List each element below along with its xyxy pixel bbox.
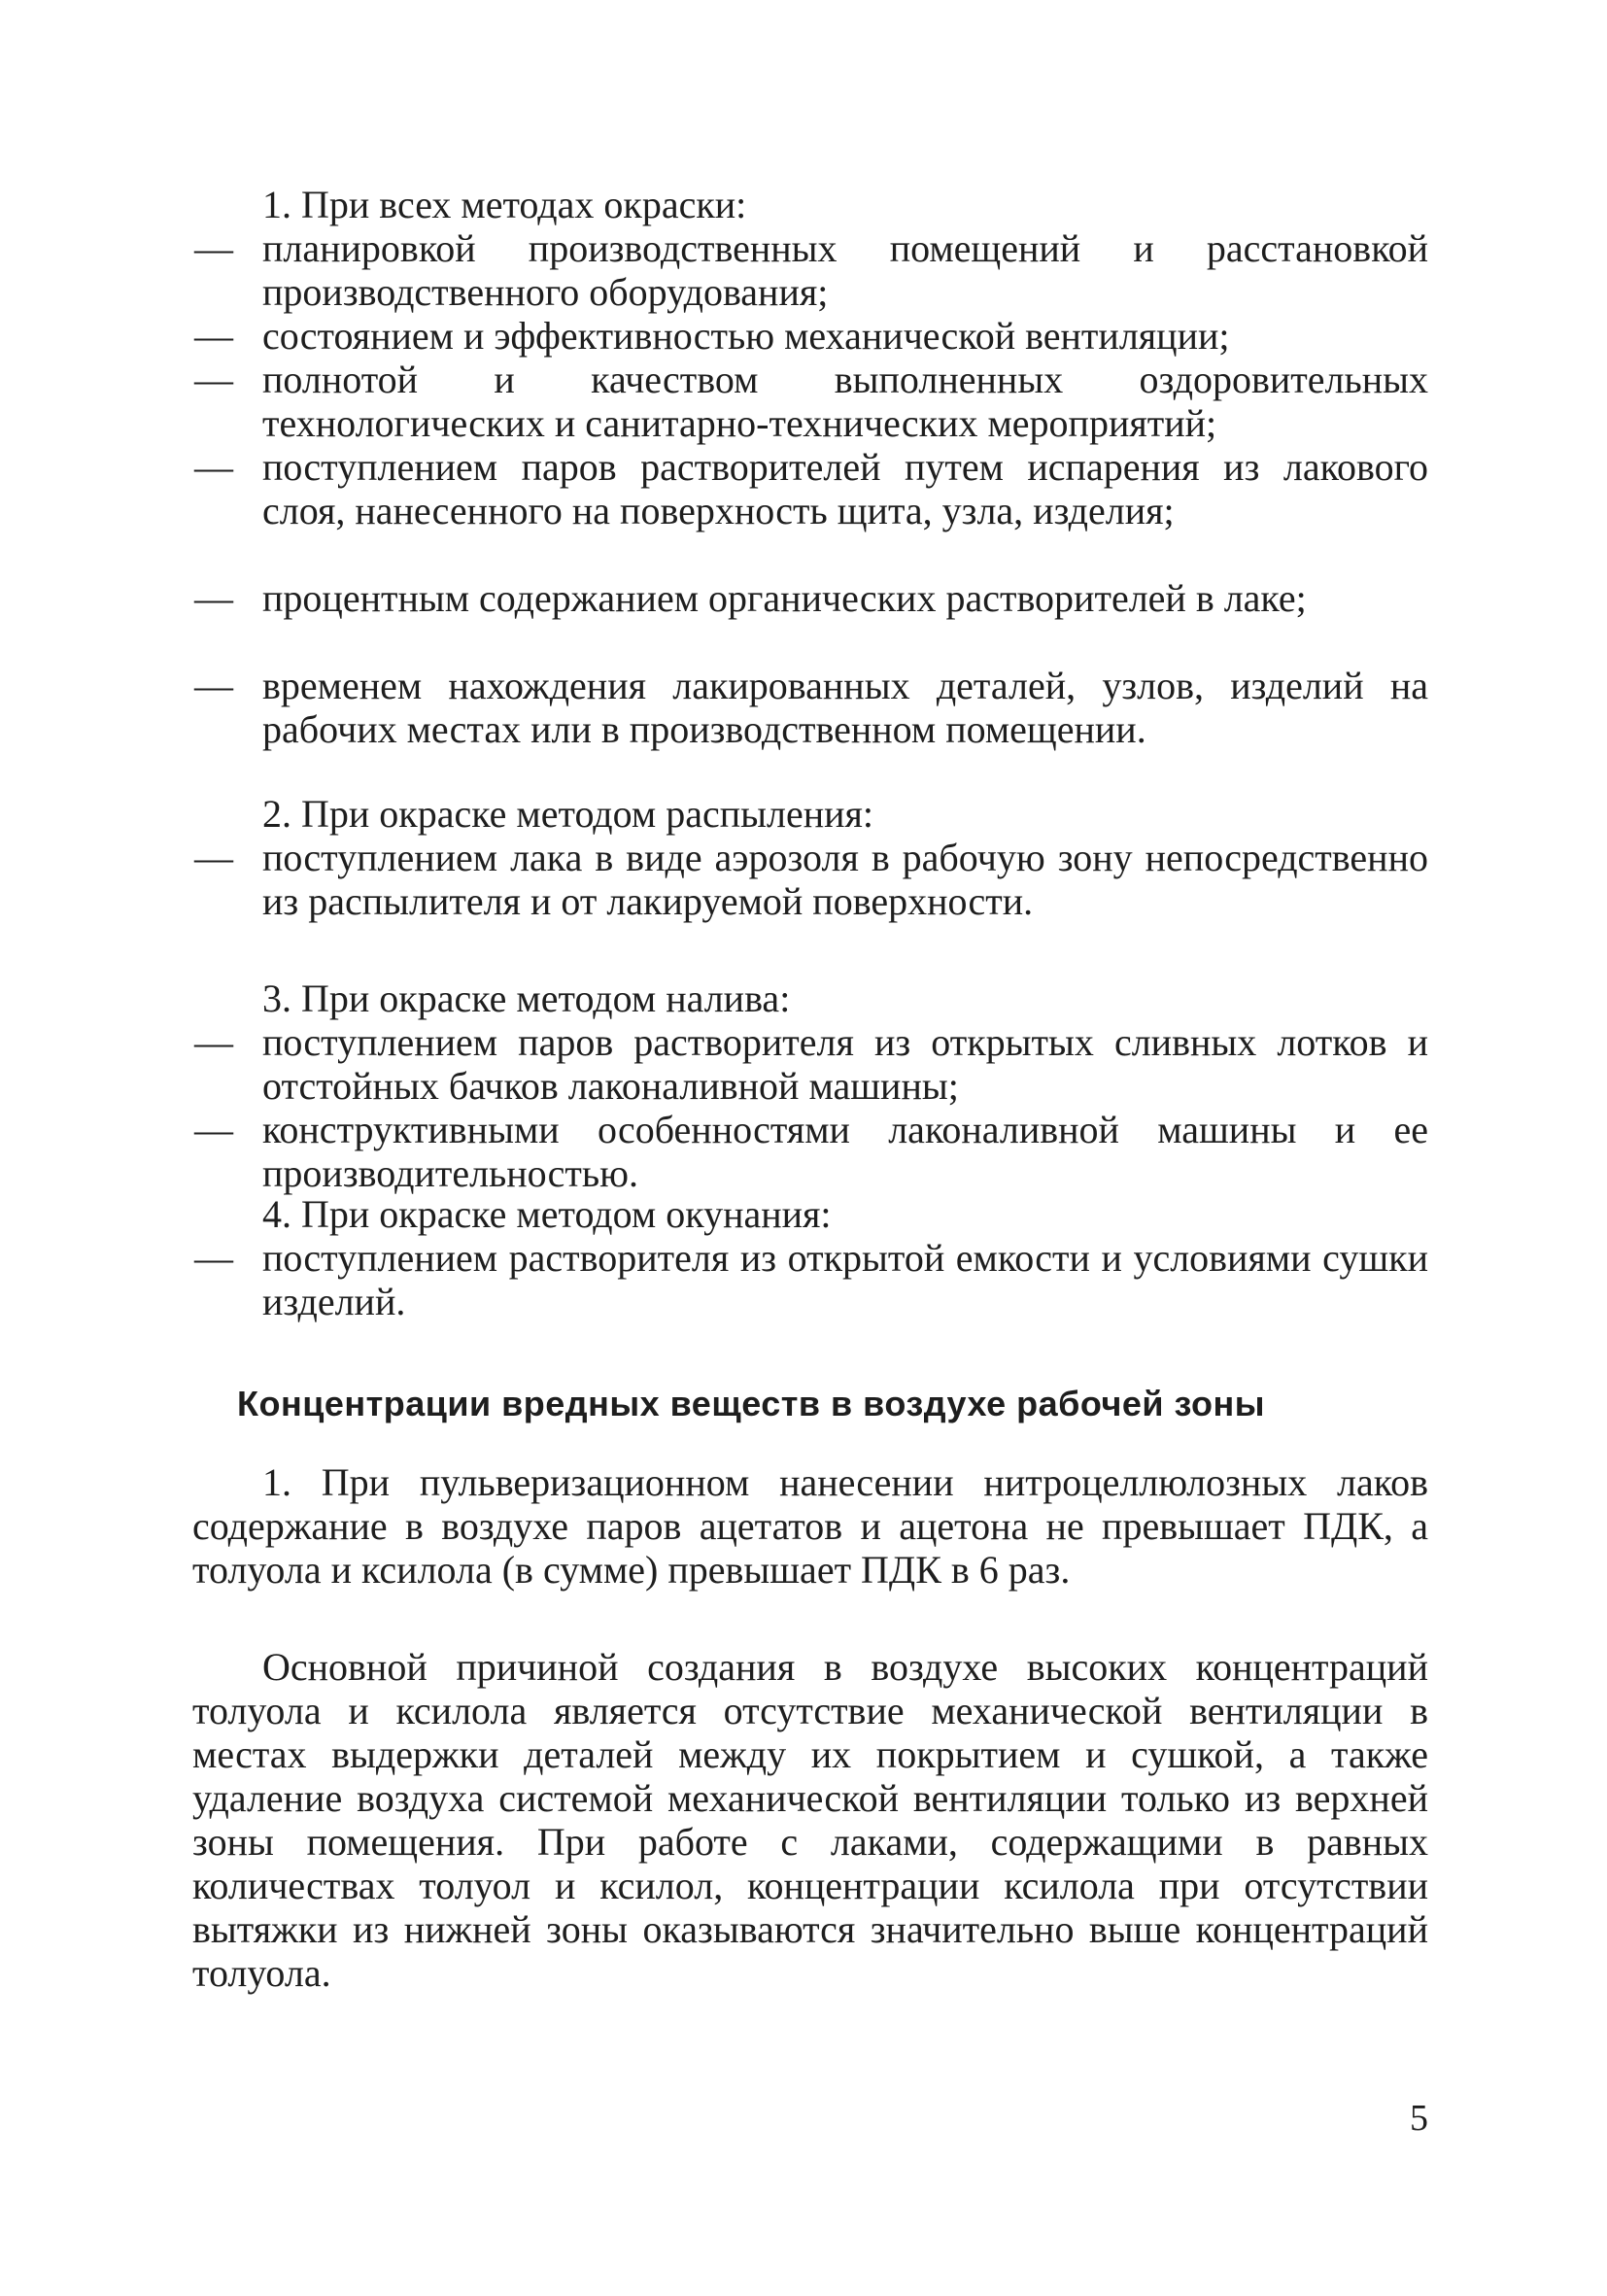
dash-marker: — — [194, 664, 233, 707]
list-item — [194, 576, 1428, 620]
list-item — [194, 358, 1428, 445]
body-paragraph-1: 1. При пульверизационном нанесении нитроцеллюлозных лаков содержание в воздухе паров ацетатов и ацетона не превышает ПДК, а толуола и ксилола (в сумме) превышает ПДК в 6 раз. — [192, 1460, 1428, 1592]
dash-marker: — — [194, 836, 233, 879]
list-item-text: планировкой производственных помещений и расстановкой производственного оборудования; — [262, 226, 1428, 314]
dash-marker: — — [194, 1108, 233, 1151]
list-item-text: состоянием и эффективностью механической вентиляции; — [262, 314, 1230, 358]
dash-marker: — — [194, 226, 233, 270]
list-item — [194, 1236, 1428, 1323]
list-item — [194, 226, 1428, 314]
section-title: Концентрации вредных веществ в воздухе рабочей зоны — [237, 1384, 1266, 1423]
method-heading-3: 3. При окраске методом налива: — [262, 977, 791, 1020]
list-item-text: процентным содержанием органических растворителей в лаке; — [262, 576, 1307, 620]
list-item — [194, 836, 1428, 923]
dash-marker: — — [194, 576, 233, 620]
list-item-text: конструктивными особенностями лаконаливной машины и ее производительностью. — [262, 1108, 1428, 1195]
list-item-text: полнотой и качеством выполненных оздоровительных технологических и санитарно-технических мероприятий; — [262, 358, 1428, 445]
list-item-text: поступлением лака в виде аэрозоля в рабочую зону непосредственно из распылителя и от лакируемой поверхности. — [262, 836, 1428, 923]
method-heading-2: 2. При окраске методом распыления: — [262, 792, 874, 836]
dash-marker: — — [194, 358, 233, 401]
dash-marker: — — [194, 445, 233, 489]
list-item — [194, 1108, 1428, 1195]
list-item — [194, 314, 1428, 358]
list-item — [194, 445, 1428, 532]
list-item-text: поступлением паров растворителей путем испарения из лакового слоя, нанесенного на поверхность щита, узла, изделия; — [262, 445, 1428, 532]
method-heading-1: 1. При всех методах окраски: — [262, 183, 747, 226]
list-item — [194, 1020, 1428, 1108]
list-item — [194, 664, 1428, 751]
body-paragraph-2: Основной причиной создания в воздухе высоких концентраций толуола и ксилола является отсутствие механической вентиляции в местах выдержки деталей между их покрытием и сушкой, а также удаление воздуха системой механической вентиляции только из верхней зоны помещения. При работе с лаками, содержащими в равных количествах толуол и ксилол, концентрации ксилола при отсутствии вытяжки из нижней зоны оказываются значительно выше концентраций толуола. — [192, 1645, 1428, 1995]
list-item-text: поступлением растворителя из открытой емкости и условиями сушки изделий. — [262, 1236, 1428, 1323]
method-heading-4: 4. При окраске методом окунания: — [262, 1192, 832, 1236]
list-item-text: временем нахождения лакированных деталей, узлов, изделий на рабочих местах или в производственном помещении. — [262, 664, 1428, 751]
dash-marker: — — [194, 1020, 233, 1064]
list-item-text: поступлением паров растворителя из открытых сливных лотков и отстойных бачков лаконаливной машины; — [262, 1020, 1428, 1108]
page-number: 5 — [1410, 2098, 1428, 2139]
dash-marker: — — [194, 314, 233, 358]
dash-marker: — — [194, 1236, 233, 1280]
